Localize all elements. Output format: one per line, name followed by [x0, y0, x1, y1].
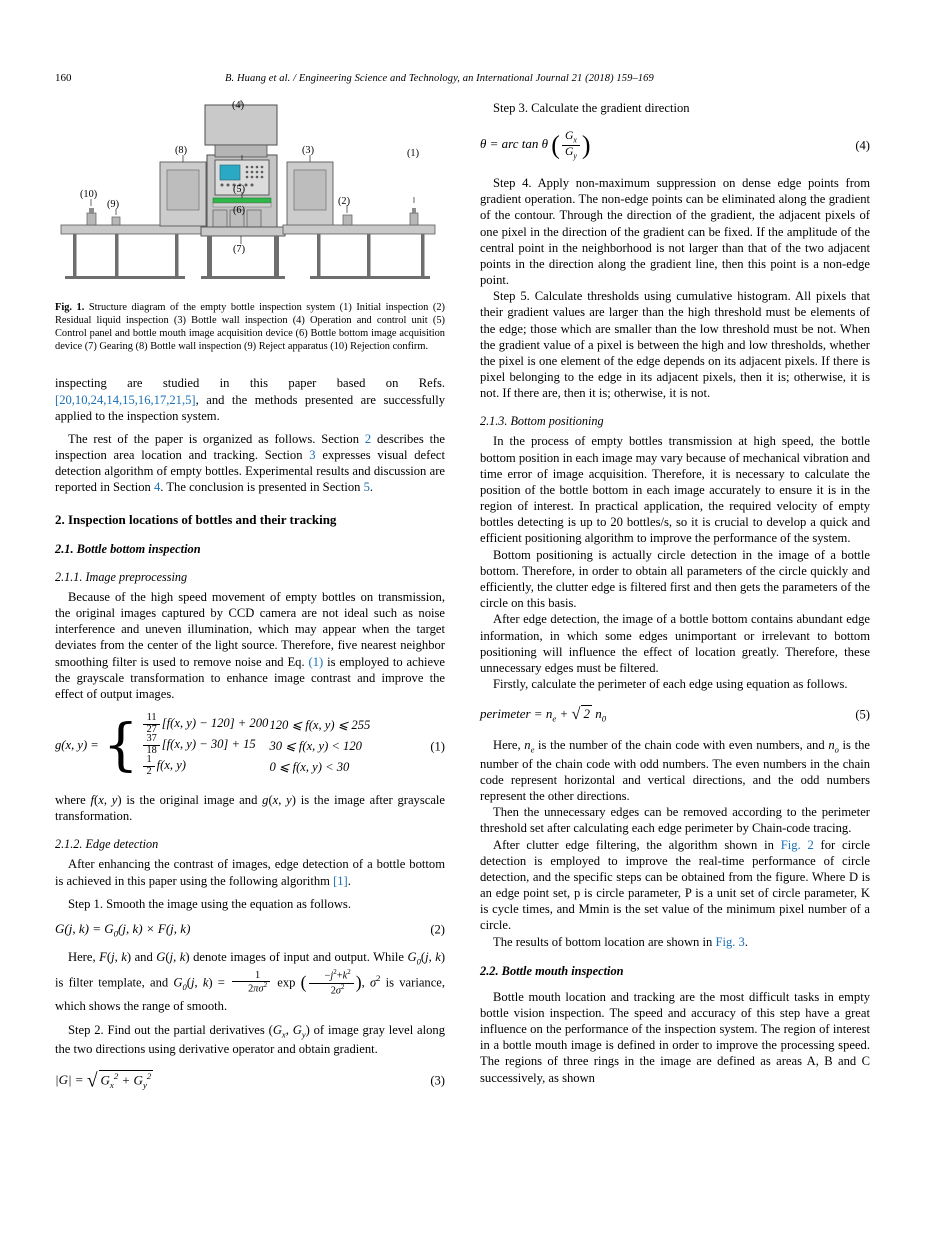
paragraph-intro-refs [55, 375, 445, 424]
figure-label-7: (7) [233, 244, 246, 255]
figure-label-8: (8) [175, 145, 188, 156]
para-text: . [369, 480, 374, 495]
paragraph-organization [55, 431, 445, 496]
paragraph-where-1: where f(x, y) is the original image and g(x, y) is the image after grayscale transformation. [55, 793, 446, 824]
figure-1 [55, 100, 445, 295]
paragraph-bottle-mouth: Bottle mouth location and tracking are the most difficult tasks in empty bottle vision inspection. The speed and accuracy of this step have a great influence on the performance of the inspection system. The region of interest in a bottle mouth image is defined in order to improve the processing speed. The regions of three rings in the image are defined as areas A, B and C successively, as shown [480, 989, 870, 1085]
heading-section-2-1-1: 2.1.1. Image preprocessing [55, 569, 188, 584]
right-column [480, 100, 870, 1086]
paragraph-step-4: Step 4. Apply non-maximum suppression on dense edge points from gradient operation. The non-edge points can be eliminated along the gradient of the contour. Through the direction of the gradient, the adjacent pixels of one pixel in the direction of the gradient can be fixed. If the amplitude of the central point in the neighborhood is not larger than that of the two adjacent points in the direction along the gradient line, then this point is a non-edge point. [480, 176, 870, 288]
figure-label-1: (1) [407, 148, 420, 159]
equation-5-body: perimeter = $n_e$ + √ 2 $n_0$ [480, 705, 607, 724]
paragraph-bottom-location-results [480, 934, 870, 950]
figure-label-2: (2) [338, 196, 351, 207]
paragraph-chain-code-tracing: Then the unnecessary edges can be removed according to the perimeter threshold set after calculating each edge perimeter by Chain-code tracing. [480, 805, 870, 836]
paragraph-filter-template: Here, F(j, k) and G(j, k) denote images of input and output. While $G_0(j$, k) is filter template, and $G_0(j$, k) = $\frac{1}{2\pi\sigma^2}$ exp ( $\frac{-j^2+k^2}{2\sigma^2}$ ), $\sigma^2$ is variance, which shows the range of smooth. [55, 949, 446, 1013]
para-text: The rest of the paper is organized as follows. Section [68, 431, 365, 446]
equation-3-number: (3) [430, 1073, 445, 1088]
para-text: . [744, 934, 749, 949]
citation-link-1[interactable]: [1] [333, 873, 348, 888]
figure-label-9: (9) [107, 199, 120, 210]
fraction: $\frac{11}{27}$ [143, 713, 159, 736]
paragraph-bottom-positioning-2: Bottom positioning is actually circle detection in the image of a bottle bottom. Therefore, in order to obtain all parameters of the circle quickly and efficiently, the clutter edge is filtered first and then gets the parameters of the circle on this basis. [480, 547, 870, 611]
equation-1-number: (1) [430, 739, 445, 754]
equation-4-body: θ = arc tan θ ( $\frac{G_x}{G_y}$ ) [480, 129, 591, 161]
figure-label-4: (4) [232, 100, 245, 111]
para-text: . [347, 873, 351, 888]
equation-2-body: G(j, $k) = G_0(j$, k) × F(j, k) [55, 920, 191, 939]
section-link-3[interactable]: 3 [309, 448, 316, 463]
equation-1 [55, 714, 445, 780]
para-text: After clutter edge filtering, the algorithm shown in [493, 837, 781, 852]
para-text: for circle detection is employed to improve the real-time performance of circle detection, and the specific steps can be obtained from the figure. Where D is an edge point set, p is circle parameter, P is a unit set of circle parameter, K is cycle times, and Mmin is the set value of the minimum pixel number of a circle. [480, 837, 870, 933]
paragraph-bottom-positioning-3: After edge detection, the image of a bottle bottom contains abundant edge information, in which some edges unimportant or irrelevant to bottom positioning will influence the effect of location greatly. Therefore, these unnecessary edges must be filtered. [480, 612, 870, 675]
heading-section-2-1: 2.1. Bottle bottom inspection [55, 541, 201, 556]
figure-label-3: (3) [302, 145, 315, 156]
paragraph-preprocessing [55, 589, 445, 702]
para-text: After enhancing the contrast of images, edge detection of a bottle bottom is achieved in this paper using the following algorithm [55, 857, 445, 888]
section-link-4[interactable]: 4 [153, 480, 161, 495]
para-text: inspecting are studied in this paper based on Refs. [55, 376, 445, 391]
figure-caption-text: Structure diagram of the empty bottle inspection system (1) Initial inspection (2) Residual liquid inspection (3) Bottle wall inspection (4) Operation and control unit (5) Control panel and bottle mouth image acquisition device (6) Bottle bottom image acquisition device (7) Gearing (8) Bottle wall inspection (9) Reject apparatus (10) Rejection confirm. [55, 302, 445, 353]
paragraph-circle-detection [480, 837, 870, 934]
heading-section-2-1-2: 2.1.2. Edge detection [55, 837, 159, 852]
page-number: 160 [55, 72, 72, 84]
paragraph-bottom-positioning-1: In the process of empty bottles transmission at high speed, the bottle bottom position in each image may vary because of mechanical vibration and time error of image acquisition. Therefore, it is necessary to calculate the position of the bottle bottom in each image accurately to ensure it is in the region of interest. In practical application, the required velocity of empty bottles detecting is up to 20 bottles/s, so it is crucial to develop a quick and efficient positioning algorithm to improve the performance of the system. [480, 434, 870, 546]
figure-link-3[interactable]: Fig. 3 [715, 934, 745, 949]
equation-1-lhs: g(x, y) = [55, 738, 99, 753]
para-text: describes the inspection area location and tracking. Section [55, 431, 446, 463]
section-link-5[interactable]: 5 [363, 480, 370, 495]
para-text: The results of bottom location are shown in [493, 934, 716, 949]
paragraph-chain-code: Here, $n_e$ is the number of the chain code with even numbers, and $n_o$ is the number of the chain code with odd numbers. The even numbers in the chain code represent horizontal and vertical directions, and the odd numbers represent the other directions. [480, 738, 870, 804]
figure-label-5: (5) [233, 184, 246, 195]
fraction: $\frac{37}{18}$ [143, 734, 159, 757]
para-text: is employed to achieve the grayscale transformation to enhance image contrast and improve the effect of output images. [55, 654, 446, 701]
figure-caption-label: Fig. 1. [55, 302, 85, 313]
paragraph-step-1: Step 1. Smooth the image using the equation as follows. [68, 896, 351, 911]
heading-section-2-2: 2.2. Bottle mouth inspection [480, 963, 624, 978]
equation-link-1[interactable]: (1) [308, 654, 324, 669]
paragraph-step-5: Step 5. Calculate thresholds using cumulative histogram. All pixels that their gradient values are larger than the high threshold must be elements of the edge; those which are smaller than the low threshold must be not. When the gradient value of a pixel is between the high and low thresholds, whether the pixel is one element of the edge depends on its adjacent pixels. If there is pixel belonging to the edge in its adjacent pixels, then it is; otherwise, it is not. If there are, then it is; otherwise, it is not. [480, 289, 870, 401]
figure-label-6: (6) [233, 205, 246, 216]
para-text: expresses visual defect detection algorithm of empty bottles. Experimental results and discussion are reported in Section [55, 448, 446, 495]
equation-4-number: (4) [855, 138, 870, 153]
equation-5 [480, 705, 870, 724]
equation-1-row: $\frac{1}{2}$ f(x, y) 0 ⩽ f(x, y) < 30 [141, 756, 370, 777]
paragraph-step-3: Step 3. Calculate the gradient direction [493, 101, 690, 115]
brace-glyph: { [102, 712, 139, 778]
citation-link-group[interactable]: [20,10,24,14,15,16,17,21,5] [55, 392, 196, 407]
running-head: B. Huang et al. / Engineering Science and Technology, an International Journal 21 (2018) 159–169 [225, 73, 654, 84]
para-text: . The conclusion is presented in Section [160, 480, 364, 495]
equation-2-number: (2) [430, 922, 445, 937]
figure-label-10: (10) [80, 189, 98, 200]
heading-section-2: 2. Inspection locations of bottles and their tracking [55, 511, 337, 527]
equation-3 [55, 1070, 445, 1093]
section-link-2[interactable]: 2 [364, 431, 372, 446]
figure-1-illustration [55, 100, 445, 295]
equation-1-row: $\frac{37}{18}$ [f(x, y) − 30] + 15 30 ⩽ f(x, y) < 120 [141, 735, 370, 756]
paragraph-perimeter-intro: Firstly, calculate the perimeter of each edge using equation as follows. [493, 677, 848, 692]
equation-2 [55, 921, 445, 939]
left-column [55, 100, 445, 1102]
paragraph-step-2: Step 2. Find out the partial derivatives ($G_x$, $G_y$) of image gray level along the two directions using derivative operator and obtain gradient. [55, 1023, 446, 1056]
equation-5-number: (5) [855, 707, 870, 722]
equation-1-row: $\frac{11}{27}$ [f(x, y) − 120] + 200 120 ⩽ f(x, y) ⩽ 255 [141, 714, 370, 735]
para-text: , and the methods presented are successfully applied to the inspection system. [55, 392, 445, 423]
paragraph-edge-detection [55, 856, 445, 888]
figure-caption [55, 301, 445, 353]
equation-3-body: |G| = √ $G_x^2 + G_y^2$ [55, 1070, 152, 1092]
equation-4 [480, 130, 870, 161]
para-text: Because of the high speed movement of empty bottles on transmission, the original images captured by CCD camera are not ideal such as noise interference and uneven illumination, which may appear when the target deviates from the center of the light source. Therefore, five nearest neighbor smoothing filter is used to remove noise and Eq. [55, 589, 445, 669]
heading-section-2-1-3: 2.1.3. Bottom positioning [480, 414, 604, 429]
figure-link-2[interactable]: Fig. 2 [780, 837, 814, 852]
fraction: $\frac{1}{2}$ [143, 755, 154, 778]
